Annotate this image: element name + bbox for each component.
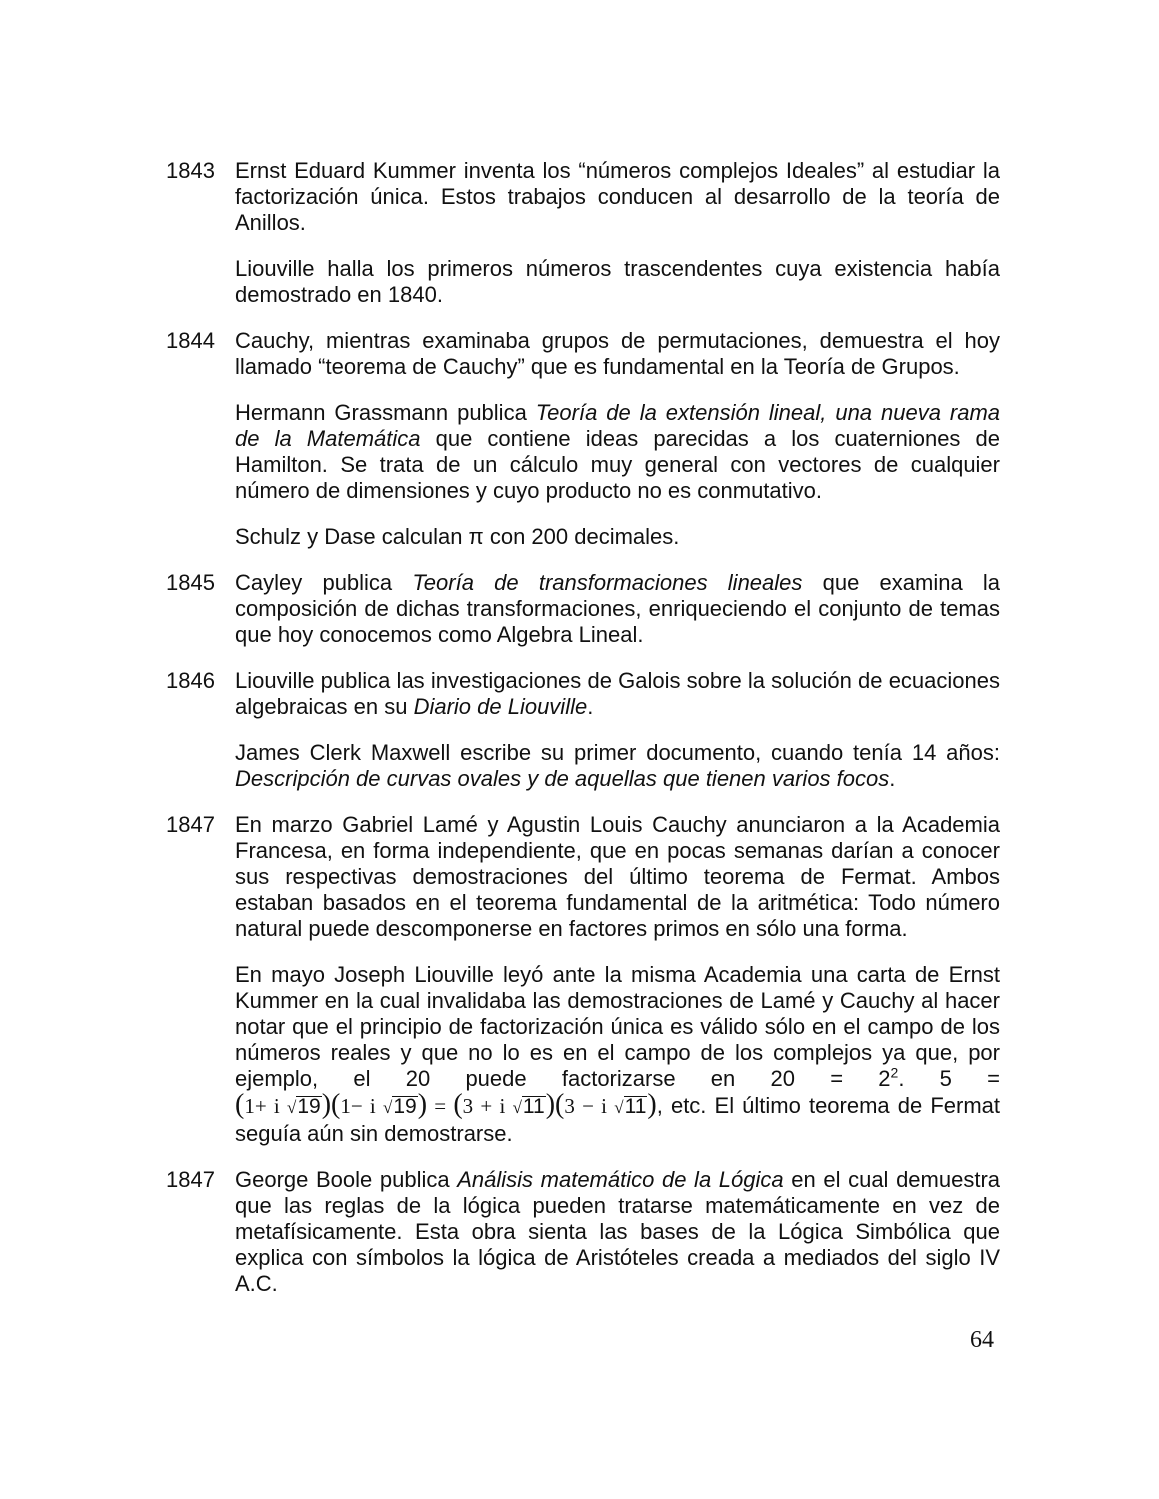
text-run: George Boole publica — [235, 1167, 458, 1192]
text-run: en el cual demuestra que las reglas de la lógica pueden tratarse matemáticamente en vez de metafísicamente. Esta obra sienta las bases de la Lógica Simbólica que explica con símbolos la lógica de Aristóteles creada a mediados del siglo IV A.C. — [235, 1167, 1001, 1296]
entry-year: 1846 — [166, 668, 215, 693]
entry-paragraph — [235, 740, 1000, 792]
text-run: , etc. El último teorema de Fermat seguía aún sin demostrarse. — [235, 1093, 1000, 1146]
entry-year: 1843 — [166, 158, 215, 183]
text-run: En mayo Joseph Liouville leyó ante la misma Academia una carta de Ernst Kummer en la cual invalidaba las demostraciones de Lamé y Cauchy al hacer notar que el principio de factorización única es válido sólo en el campo de los números reales y que no lo es en el campo de los complejos ya que, por ejemplo, el 20 puede factorizarse en 20 = 2 — [235, 962, 1000, 1091]
timeline-content — [166, 158, 1000, 1317]
entry-paragraph — [235, 1167, 1000, 1297]
factor-term: 3 + i — [462, 1094, 513, 1118]
book-title: Descripción de curvas ovales y de aquellas que tienen varios focos — [235, 766, 890, 791]
radicand: 11 — [624, 1095, 647, 1118]
text-run: que examina la composición de dichas transformaciones, enriqueciendo el conjunto de temas que hoy conocemos como Algebra Lineal. — [235, 570, 1001, 647]
factor-term: 1+ i — [244, 1094, 287, 1118]
text-run: Hermann Grassmann publica — [235, 400, 536, 425]
timeline-entry-1847-fermat — [166, 812, 1000, 1147]
page-number: 64 — [970, 1327, 994, 1353]
radicand: 19 — [393, 1095, 417, 1118]
text-run: . — [587, 694, 594, 719]
factor-term: 3 − i — [564, 1094, 615, 1118]
book-title: Diario de Liouville — [413, 694, 588, 719]
entry-paragraph — [235, 400, 1000, 504]
timeline-entry-1845 — [166, 570, 1000, 648]
factorization-formula: (1+ i √19)(1− i √19) = (3 + i √11)(3 − i √11) — [235, 1089, 657, 1120]
entry-paragraph: Ernst Eduard Kummer inventa los “números complejos Ideales” al estudiar la factorización única. Estos trabajos conducen al desarrollo de la teoría de Anillos. — [235, 158, 1000, 235]
text-run: . — [889, 766, 896, 791]
text-run: James Clerk Maxwell escribe su primer documento, cuando tenía 14 años: — [235, 740, 1000, 765]
radicand: 11 — [522, 1095, 545, 1118]
timeline-entry-1843 — [166, 158, 1000, 308]
timeline-entry-1844 — [166, 328, 1000, 550]
text-run: Liouville publica las investigaciones de Galois sobre la solución de ecuaciones algebraicas en su — [235, 668, 1000, 719]
radicand: 19 — [297, 1095, 321, 1118]
entry-paragraph — [235, 668, 1000, 720]
text-run: que contiene ideas parecidas a los cuaterniones de Hamilton. Se trata de un cálculo muy general con vectores de cualquier número de dimensiones y cuyo producto no es conmutativo. — [235, 426, 1000, 503]
factor-term: 1− i — [340, 1094, 383, 1118]
entry-year: 1845 — [166, 570, 215, 595]
book-title: Teoría de transformaciones lineales — [412, 570, 803, 595]
timeline-entry-1847-boole — [166, 1167, 1000, 1297]
entry-paragraph-math — [235, 962, 1000, 1147]
entry-year: 1844 — [166, 328, 215, 353]
entry-paragraph: Schulz y Dase calculan π con 200 decimales. — [235, 524, 680, 549]
entry-year: 1847 — [166, 1167, 215, 1192]
entry-paragraph — [235, 570, 1000, 648]
book-title: Teoría de la extensión lineal, una nueva rama de la Matemática — [235, 400, 1001, 451]
exponent: 2 — [890, 1064, 899, 1081]
entry-year: 1847 — [166, 812, 215, 837]
entry-paragraph: En marzo Gabriel Lamé y Agustin Louis Cauchy anunciaron a la Academia Francesa, en forma independiente, que en pocas semanas darían a conocer sus respectivas demostraciones del último teorema de Fermat. Ambos estaban basados en el teorema fundamental de la aritmética: Todo número natural puede descomponerse en factores primos en sólo una forma. — [235, 812, 1000, 941]
timeline-entry-1846 — [166, 668, 1000, 792]
entry-paragraph: Cauchy, mientras examinaba grupos de permutaciones, demuestra el hoy llamado “teorema de Cauchy” que es fundamental en la Teoría de Grupos. — [235, 328, 1000, 379]
text-run: Cayley publica — [235, 570, 413, 595]
text-run: . 5 = — [898, 1066, 1000, 1091]
equals-sign: = — [427, 1094, 454, 1118]
book-title: Análisis matemático de la Lógica — [457, 1167, 784, 1192]
entry-paragraph: Liouville halla los primeros números trascendentes cuya existencia había demostrado en 1840. — [235, 256, 1000, 307]
